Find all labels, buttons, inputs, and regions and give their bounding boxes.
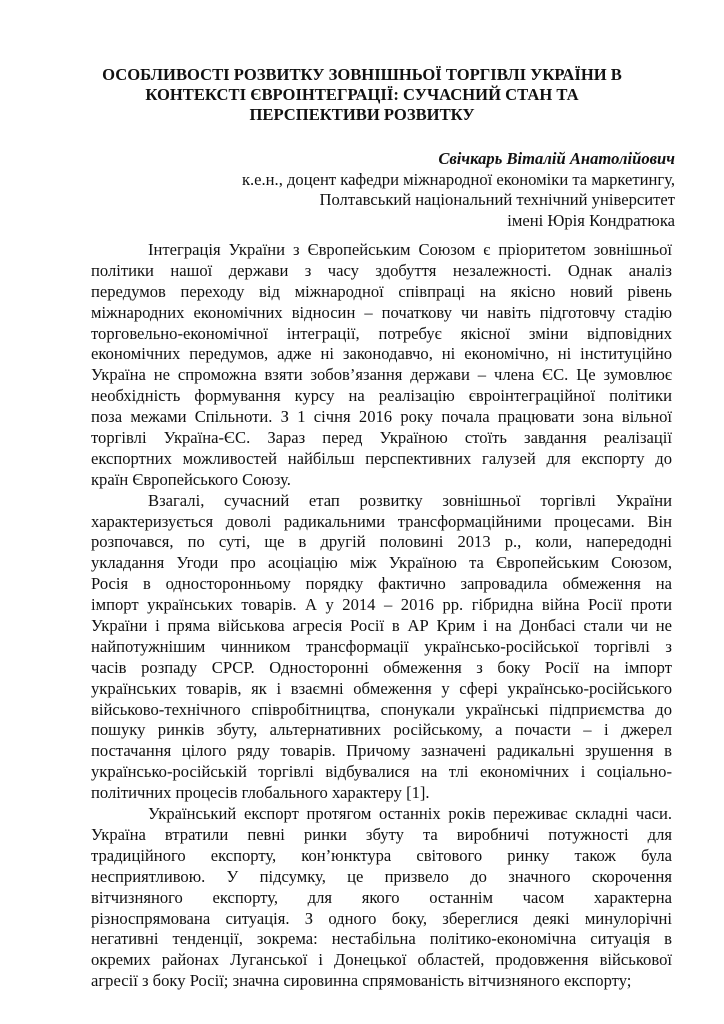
paragraph-line: військово-технічного співробітництва, спонукали українські підприємства до	[91, 699, 672, 719]
paragraph-line: країн Європейського Союзу.	[91, 469, 291, 489]
paragraph-line: торговельно-економічної інтеграції, потребує якісної зміни відповідних	[91, 323, 672, 343]
title-line: ПЕРСПЕКТИВИ РОЗВИТКУ	[249, 105, 475, 124]
paragraph	[91, 804, 672, 992]
body-text	[91, 240, 672, 992]
author-block	[242, 149, 675, 231]
paragraph-line: Росія в односторонньому порядку фактично запровадила обмеження на	[91, 574, 672, 594]
paragraph-line: розпочався, по суті, ще в другій половині 2013 р., коли, напередодні	[91, 532, 672, 552]
paragraph-line: українських товарів, як і взаємні обмеження у сфері українсько-російського	[91, 678, 672, 698]
paragraph-line: характеризується доволі радикальними трансформаційними процесами. Він	[91, 511, 672, 531]
paragraph-line: постачання цілого ряду товарів. Причому зазначені радикальні зрушення в	[91, 741, 672, 761]
author-position: к.е.н., доцент кафедри міжнародної економіки та маркетингу,	[241, 169, 675, 189]
paragraph-line: імпорт українських товарів. А у 2014 – 2016 рр. гібридна війна Росії проти	[91, 595, 672, 615]
paragraph-line: укладання Угоди про асоціацію між Україною та Європейським Союзом,	[91, 553, 672, 573]
title-line: ОСОБЛИВОСТІ РОЗВИТКУ ЗОВНІШНЬОЇ ТОРГІВЛІ УКРАЇНИ В	[102, 65, 622, 84]
paragraph-line: традиційного експорту, кон’юнктура світового ринку також була	[91, 845, 672, 865]
paragraph-line: торгівлі Україна-ЄС. Зараз перед Україною стоїть завдання реалізації	[91, 428, 672, 448]
paragraph-line: передумов переходу від міжнародної співпраці на якісно новий рівень	[91, 281, 672, 301]
paragraph-line: експортних можливостей найбільш перспективних галузей для експорту до	[91, 448, 672, 468]
paragraph-line: пошуку ринків збуту, альтернативних російському, а почасти – і джерел	[91, 720, 672, 740]
paragraph-line: негативні тенденції, зокрема: нестабільна політико-економічна ситуація в	[91, 929, 672, 949]
paragraph-line: окремих районах Луганської і Донецької областей, продовження військової	[91, 950, 672, 970]
paragraph-line: поза межами Спільноти. З 1 січня 2016 року почала працювати зона вільної	[91, 407, 672, 427]
author-university: Полтавський національний технічний університет	[319, 190, 675, 209]
paragraph-line: України і пряма військова агресія Росії в АР Крим і на Донбасі стали чи не	[91, 616, 672, 636]
paragraph-line: найпотужнішим чинником трансформації українсько-російської торгівлі з	[91, 636, 672, 656]
paragraph-line: економічних передумов, адже ні законодавчо, ні економічно, ні інституційно	[91, 344, 672, 364]
paragraph-line: Взагалі, сучасний етап розвитку зовнішньої торгівлі України	[148, 490, 672, 510]
paragraph	[91, 491, 672, 804]
paragraph-line: різноспрямована ситуація. З одного боку, збереглися деякі минулорічні	[91, 908, 672, 928]
paragraph-line: несприятливою. У підсумку, це призвело до значного скорочення	[91, 866, 672, 886]
paragraph-line: українсько-російській торгівлі відбувалися на тлі економічних і соціально-	[91, 762, 672, 782]
paragraph-line: Україна втратили певні ринки збуту та виробничі потужності для	[91, 824, 672, 844]
paragraph-line: політики нашої держави з часу здобуття незалежності. Однак аналіз	[91, 260, 672, 280]
paragraph-line: Інтеграція України з Європейським Союзом є пріоритетом зовнішньої	[148, 240, 672, 259]
paragraph-line: політичних процесів глобального характеру [1].	[91, 783, 430, 803]
paragraph-line: часів розпаду СРСР. Односторонні обмеження з боку Росії на імпорт	[91, 657, 672, 677]
paragraph-line: агресії з боку Росії; значна сировинна спрямованість вітчизняного експорту;	[91, 971, 632, 991]
paragraph-line: необхідність формування курсу на реалізацію євроінтеграційної політики	[91, 386, 672, 406]
paragraph-line: міжнародних економічних відносин – початкову чи навіть підготовчу стадію	[91, 302, 672, 322]
paragraph-line: Український експорт протягом останніх років переживає складні часи.	[148, 804, 672, 824]
paragraph-line: Україна не спроможна взяти зобов’язання держави – члена ЄС. Це зумовлює	[91, 365, 672, 385]
author-name: Свічкарь Віталій Анатолійович	[438, 149, 675, 168]
paper-title	[90, 65, 634, 125]
paragraph-line: вітчизняного експорту, для якого останнім часом характерна	[91, 887, 672, 907]
paragraph	[91, 240, 672, 491]
title-line: КОНТЕКСТІ ЄВРОІНТЕГРАЦІЇ: СУЧАСНИЙ СТАН ТА	[145, 85, 579, 104]
author-university-name: імені Юрія Кондратюка	[507, 210, 675, 230]
